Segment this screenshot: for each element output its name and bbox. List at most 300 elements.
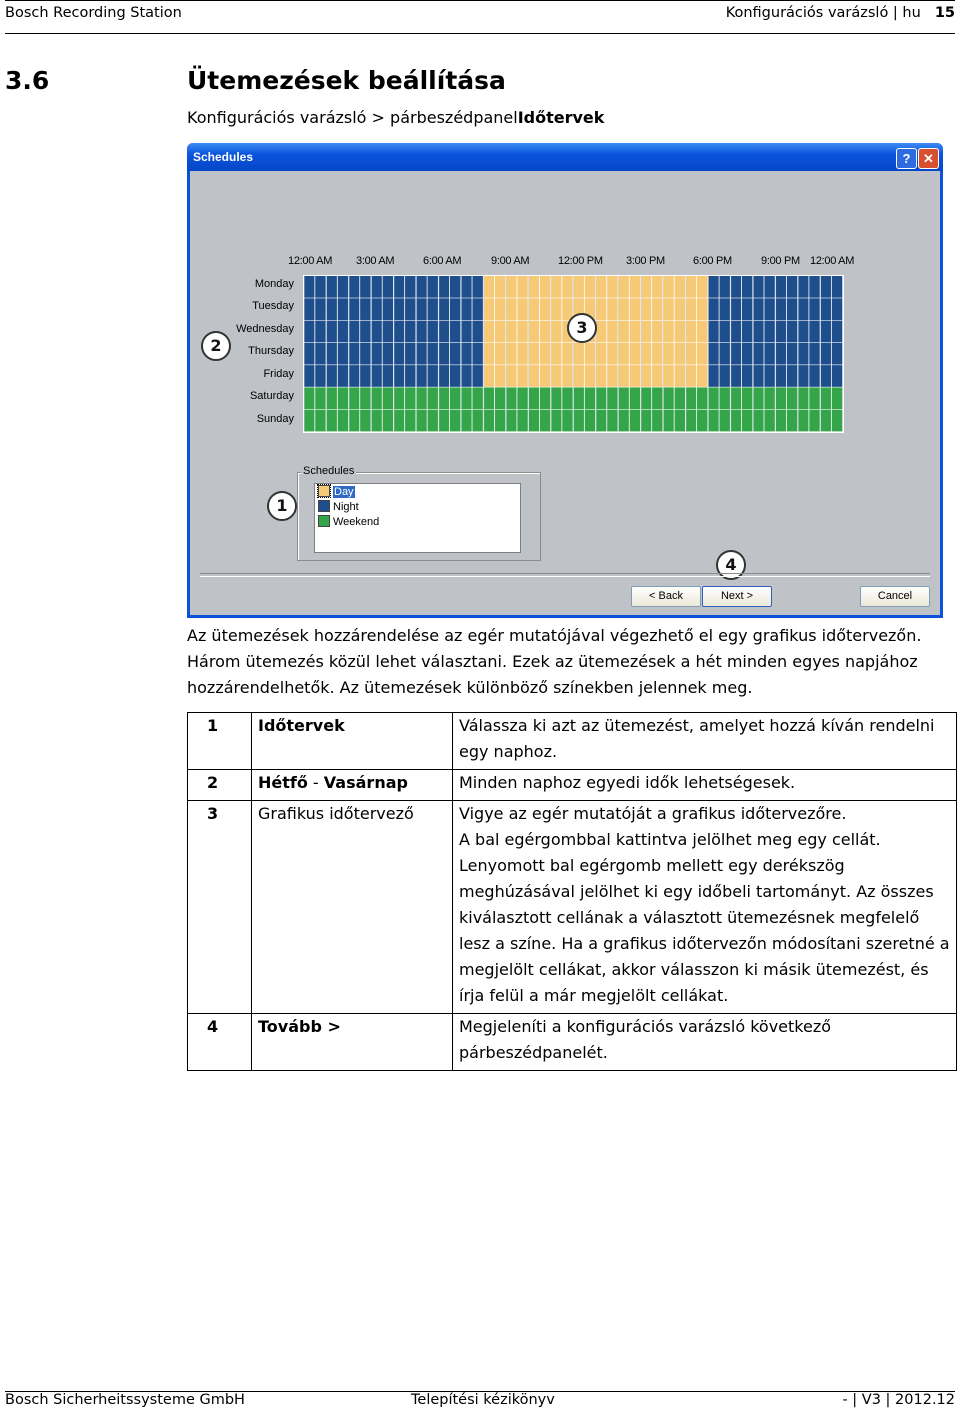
grid-cell[interactable] bbox=[809, 276, 819, 298]
grid-cell[interactable] bbox=[405, 343, 415, 365]
grid-cell[interactable] bbox=[675, 387, 685, 409]
grid-cell[interactable] bbox=[630, 276, 640, 298]
grid-cell[interactable] bbox=[686, 321, 696, 343]
grid-cell[interactable] bbox=[472, 276, 482, 298]
grid-cell[interactable] bbox=[551, 321, 561, 343]
grid-cell[interactable] bbox=[731, 410, 741, 432]
grid-cell[interactable] bbox=[383, 365, 393, 387]
grid-cell[interactable] bbox=[428, 276, 438, 298]
grid-cell[interactable] bbox=[416, 298, 426, 320]
grid-cell[interactable] bbox=[832, 365, 842, 387]
grid-cell[interactable] bbox=[394, 298, 404, 320]
grid-cell[interactable] bbox=[551, 276, 561, 298]
grid-cell[interactable] bbox=[371, 365, 381, 387]
grid-cell[interactable] bbox=[416, 410, 426, 432]
grid-cell[interactable] bbox=[450, 321, 460, 343]
grid-cell[interactable] bbox=[360, 387, 370, 409]
grid-cell[interactable] bbox=[472, 365, 482, 387]
grid-cell[interactable] bbox=[708, 298, 718, 320]
grid-cell[interactable] bbox=[472, 298, 482, 320]
grid-cell[interactable] bbox=[641, 343, 651, 365]
grid-cell[interactable] bbox=[809, 343, 819, 365]
grid-cell[interactable] bbox=[798, 387, 808, 409]
grid-cell[interactable] bbox=[529, 387, 539, 409]
grid-cell[interactable] bbox=[517, 321, 527, 343]
grid-cell[interactable] bbox=[798, 410, 808, 432]
grid-cell[interactable] bbox=[809, 365, 819, 387]
grid-cell[interactable] bbox=[675, 410, 685, 432]
grid-cell[interactable] bbox=[394, 387, 404, 409]
grid-cell[interactable] bbox=[596, 298, 606, 320]
grid-cell[interactable] bbox=[383, 410, 393, 432]
grid-cell[interactable] bbox=[618, 276, 628, 298]
grid-cell[interactable] bbox=[809, 410, 819, 432]
grid-cell[interactable] bbox=[776, 365, 786, 387]
grid-cell[interactable] bbox=[776, 410, 786, 432]
grid-cell[interactable] bbox=[607, 387, 617, 409]
grid-cell[interactable] bbox=[776, 321, 786, 343]
grid-cell[interactable] bbox=[484, 298, 494, 320]
schedule-grid-cells[interactable] bbox=[304, 276, 843, 432]
grid-cell[interactable] bbox=[506, 387, 516, 409]
grid-cell[interactable] bbox=[697, 410, 707, 432]
grid-cell[interactable] bbox=[495, 343, 505, 365]
grid-cell[interactable] bbox=[686, 343, 696, 365]
help-icon[interactable]: ? bbox=[896, 148, 917, 169]
grid-cell[interactable] bbox=[529, 365, 539, 387]
grid-cell[interactable] bbox=[708, 365, 718, 387]
grid-cell[interactable] bbox=[742, 343, 752, 365]
grid-cell[interactable] bbox=[439, 387, 449, 409]
grid-cell[interactable] bbox=[675, 321, 685, 343]
grid-cell[interactable] bbox=[798, 365, 808, 387]
grid-cell[interactable] bbox=[506, 276, 516, 298]
grid-cell[interactable] bbox=[753, 365, 763, 387]
grid-cell[interactable] bbox=[416, 365, 426, 387]
grid-cell[interactable] bbox=[663, 276, 673, 298]
grid-cell[interactable] bbox=[338, 298, 348, 320]
grid-cell[interactable] bbox=[596, 365, 606, 387]
grid-cell[interactable] bbox=[641, 387, 651, 409]
grid-cell[interactable] bbox=[416, 343, 426, 365]
grid-cell[interactable] bbox=[832, 276, 842, 298]
grid-cell[interactable] bbox=[764, 387, 774, 409]
grid-cell[interactable] bbox=[304, 343, 314, 365]
grid-cell[interactable] bbox=[551, 298, 561, 320]
grid-cell[interactable] bbox=[607, 365, 617, 387]
grid-cell[interactable] bbox=[439, 410, 449, 432]
grid-cell[interactable] bbox=[618, 387, 628, 409]
schedule-item-weekend[interactable] bbox=[318, 515, 379, 529]
grid-cell[interactable] bbox=[304, 387, 314, 409]
grid-cell[interactable] bbox=[428, 365, 438, 387]
grid-cell[interactable] bbox=[731, 276, 741, 298]
grid-cell[interactable] bbox=[787, 365, 797, 387]
grid-cell[interactable] bbox=[326, 321, 336, 343]
grid-cell[interactable] bbox=[708, 343, 718, 365]
grid-cell[interactable] bbox=[776, 343, 786, 365]
grid-cell[interactable] bbox=[383, 276, 393, 298]
grid-cell[interactable] bbox=[450, 343, 460, 365]
grid-cell[interactable] bbox=[371, 387, 381, 409]
grid-cell[interactable] bbox=[652, 298, 662, 320]
grid-cell[interactable] bbox=[371, 410, 381, 432]
grid-cell[interactable] bbox=[618, 321, 628, 343]
grid-cell[interactable] bbox=[697, 321, 707, 343]
grid-cell[interactable] bbox=[349, 343, 359, 365]
grid-cell[interactable] bbox=[315, 365, 325, 387]
schedule-grid[interactable] bbox=[303, 275, 844, 433]
grid-cell[interactable] bbox=[562, 276, 572, 298]
schedules-list[interactable] bbox=[314, 483, 521, 553]
grid-cell[interactable] bbox=[472, 387, 482, 409]
grid-cell[interactable] bbox=[753, 298, 763, 320]
grid-cell[interactable] bbox=[832, 410, 842, 432]
grid-cell[interactable] bbox=[529, 321, 539, 343]
grid-cell[interactable] bbox=[652, 321, 662, 343]
grid-cell[interactable] bbox=[416, 276, 426, 298]
grid-cell[interactable] bbox=[439, 343, 449, 365]
grid-cell[interactable] bbox=[821, 276, 831, 298]
grid-cell[interactable] bbox=[529, 298, 539, 320]
grid-cell[interactable] bbox=[630, 321, 640, 343]
grid-cell[interactable] bbox=[585, 410, 595, 432]
grid-cell[interactable] bbox=[641, 321, 651, 343]
grid-cell[interactable] bbox=[529, 343, 539, 365]
grid-cell[interactable] bbox=[450, 298, 460, 320]
grid-cell[interactable] bbox=[607, 343, 617, 365]
schedule-item-night[interactable] bbox=[318, 500, 359, 514]
grid-cell[interactable] bbox=[349, 276, 359, 298]
grid-cell[interactable] bbox=[428, 410, 438, 432]
grid-cell[interactable] bbox=[304, 276, 314, 298]
grid-cell[interactable] bbox=[349, 321, 359, 343]
grid-cell[interactable] bbox=[798, 343, 808, 365]
grid-cell[interactable] bbox=[450, 387, 460, 409]
grid-cell[interactable] bbox=[540, 365, 550, 387]
grid-cell[interactable] bbox=[506, 343, 516, 365]
grid-cell[interactable] bbox=[326, 343, 336, 365]
grid-cell[interactable] bbox=[719, 276, 729, 298]
grid-cell[interactable] bbox=[675, 365, 685, 387]
grid-cell[interactable] bbox=[809, 298, 819, 320]
grid-cell[interactable] bbox=[686, 276, 696, 298]
grid-cell[interactable] bbox=[461, 298, 471, 320]
grid-cell[interactable] bbox=[383, 387, 393, 409]
grid-cell[interactable] bbox=[484, 343, 494, 365]
grid-cell[interactable] bbox=[472, 343, 482, 365]
grid-cell[interactable] bbox=[495, 321, 505, 343]
grid-cell[interactable] bbox=[540, 276, 550, 298]
grid-cell[interactable] bbox=[798, 298, 808, 320]
grid-cell[interactable] bbox=[338, 387, 348, 409]
grid-cell[interactable] bbox=[439, 321, 449, 343]
grid-cell[interactable] bbox=[394, 276, 404, 298]
grid-cell[interactable] bbox=[618, 365, 628, 387]
grid-cell[interactable] bbox=[405, 276, 415, 298]
grid-cell[interactable] bbox=[360, 365, 370, 387]
grid-cell[interactable] bbox=[461, 387, 471, 409]
grid-cell[interactable] bbox=[472, 321, 482, 343]
grid-cell[interactable] bbox=[360, 298, 370, 320]
grid-cell[interactable] bbox=[742, 298, 752, 320]
grid-cell[interactable] bbox=[652, 410, 662, 432]
grid-cell[interactable] bbox=[764, 365, 774, 387]
grid-cell[interactable] bbox=[675, 298, 685, 320]
grid-cell[interactable] bbox=[450, 276, 460, 298]
grid-cell[interactable] bbox=[338, 365, 348, 387]
grid-cell[interactable] bbox=[574, 365, 584, 387]
grid-cell[interactable] bbox=[439, 276, 449, 298]
grid-cell[interactable] bbox=[326, 365, 336, 387]
grid-cell[interactable] bbox=[787, 387, 797, 409]
grid-cell[interactable] bbox=[349, 387, 359, 409]
grid-cell[interactable] bbox=[787, 410, 797, 432]
grid-cell[interactable] bbox=[405, 410, 415, 432]
grid-cell[interactable] bbox=[832, 343, 842, 365]
grid-cell[interactable] bbox=[607, 276, 617, 298]
grid-cell[interactable] bbox=[360, 276, 370, 298]
grid-cell[interactable] bbox=[652, 365, 662, 387]
grid-cell[interactable] bbox=[506, 365, 516, 387]
grid-cell[interactable] bbox=[630, 365, 640, 387]
grid-cell[interactable] bbox=[742, 387, 752, 409]
grid-cell[interactable] bbox=[428, 387, 438, 409]
grid-cell[interactable] bbox=[731, 298, 741, 320]
grid-cell[interactable] bbox=[461, 365, 471, 387]
grid-cell[interactable] bbox=[787, 343, 797, 365]
grid-cell[interactable] bbox=[652, 276, 662, 298]
grid-cell[interactable] bbox=[484, 321, 494, 343]
grid-cell[interactable] bbox=[821, 387, 831, 409]
grid-cell[interactable] bbox=[776, 276, 786, 298]
grid-cell[interactable] bbox=[832, 387, 842, 409]
grid-cell[interactable] bbox=[731, 321, 741, 343]
grid-cell[interactable] bbox=[562, 410, 572, 432]
grid-cell[interactable] bbox=[697, 298, 707, 320]
grid-cell[interactable] bbox=[304, 365, 314, 387]
grid-cell[interactable] bbox=[719, 343, 729, 365]
grid-cell[interactable] bbox=[383, 343, 393, 365]
grid-cell[interactable] bbox=[630, 387, 640, 409]
grid-cell[interactable] bbox=[607, 321, 617, 343]
grid-cell[interactable] bbox=[641, 276, 651, 298]
next-button[interactable]: Next > bbox=[702, 586, 772, 607]
grid-cell[interactable] bbox=[416, 321, 426, 343]
grid-cell[interactable] bbox=[315, 321, 325, 343]
grid-cell[interactable] bbox=[338, 321, 348, 343]
grid-cell[interactable] bbox=[686, 298, 696, 320]
grid-cell[interactable] bbox=[517, 387, 527, 409]
grid-cell[interactable] bbox=[360, 321, 370, 343]
grid-cell[interactable] bbox=[371, 343, 381, 365]
grid-cell[interactable] bbox=[517, 298, 527, 320]
grid-cell[interactable] bbox=[697, 365, 707, 387]
grid-cell[interactable] bbox=[304, 321, 314, 343]
grid-cell[interactable] bbox=[326, 410, 336, 432]
grid-cell[interactable] bbox=[540, 410, 550, 432]
grid-cell[interactable] bbox=[630, 298, 640, 320]
grid-cell[interactable] bbox=[686, 365, 696, 387]
grid-cell[interactable] bbox=[338, 276, 348, 298]
grid-cell[interactable] bbox=[652, 343, 662, 365]
grid-cell[interactable] bbox=[663, 321, 673, 343]
grid-cell[interactable] bbox=[405, 298, 415, 320]
grid-cell[interactable] bbox=[675, 276, 685, 298]
grid-cell[interactable] bbox=[719, 298, 729, 320]
grid-cell[interactable] bbox=[540, 343, 550, 365]
grid-cell[interactable] bbox=[450, 410, 460, 432]
grid-cell[interactable] bbox=[349, 410, 359, 432]
grid-cell[interactable] bbox=[360, 343, 370, 365]
grid-cell[interactable] bbox=[776, 298, 786, 320]
grid-cell[interactable] bbox=[517, 410, 527, 432]
grid-cell[interactable] bbox=[731, 387, 741, 409]
grid-cell[interactable] bbox=[338, 343, 348, 365]
grid-cell[interactable] bbox=[371, 276, 381, 298]
back-button[interactable]: < Back bbox=[631, 586, 701, 607]
grid-cell[interactable] bbox=[821, 298, 831, 320]
grid-cell[interactable] bbox=[821, 410, 831, 432]
grid-cell[interactable] bbox=[585, 387, 595, 409]
grid-cell[interactable] bbox=[596, 276, 606, 298]
grid-cell[interactable] bbox=[394, 321, 404, 343]
grid-cell[interactable] bbox=[484, 387, 494, 409]
grid-cell[interactable] bbox=[641, 410, 651, 432]
grid-cell[interactable] bbox=[821, 343, 831, 365]
grid-cell[interactable] bbox=[753, 387, 763, 409]
grid-cell[interactable] bbox=[809, 321, 819, 343]
grid-cell[interactable] bbox=[484, 410, 494, 432]
grid-cell[interactable] bbox=[618, 343, 628, 365]
grid-cell[interactable] bbox=[326, 387, 336, 409]
grid-cell[interactable] bbox=[383, 298, 393, 320]
grid-cell[interactable] bbox=[416, 387, 426, 409]
grid-cell[interactable] bbox=[484, 365, 494, 387]
grid-cell[interactable] bbox=[618, 298, 628, 320]
grid-cell[interactable] bbox=[349, 365, 359, 387]
grid-cell[interactable] bbox=[517, 343, 527, 365]
grid-cell[interactable] bbox=[540, 298, 550, 320]
grid-cell[interactable] bbox=[585, 365, 595, 387]
grid-cell[interactable] bbox=[551, 365, 561, 387]
grid-cell[interactable] bbox=[394, 365, 404, 387]
grid-cell[interactable] bbox=[686, 410, 696, 432]
grid-cell[interactable] bbox=[764, 276, 774, 298]
grid-cell[interactable] bbox=[798, 276, 808, 298]
grid-cell[interactable] bbox=[439, 298, 449, 320]
grid-cell[interactable] bbox=[607, 410, 617, 432]
grid-cell[interactable] bbox=[394, 343, 404, 365]
grid-cell[interactable] bbox=[708, 321, 718, 343]
grid-cell[interactable] bbox=[540, 387, 550, 409]
grid-cell[interactable] bbox=[495, 410, 505, 432]
grid-cell[interactable] bbox=[630, 343, 640, 365]
grid-cell[interactable] bbox=[832, 298, 842, 320]
grid-cell[interactable] bbox=[787, 276, 797, 298]
grid-cell[interactable] bbox=[742, 321, 752, 343]
grid-cell[interactable] bbox=[495, 387, 505, 409]
grid-cell[interactable] bbox=[764, 298, 774, 320]
grid-cell[interactable] bbox=[495, 298, 505, 320]
grid-cell[interactable] bbox=[731, 343, 741, 365]
grid-cell[interactable] bbox=[719, 321, 729, 343]
grid-cell[interactable] bbox=[439, 365, 449, 387]
grid-cell[interactable] bbox=[349, 298, 359, 320]
grid-cell[interactable] bbox=[428, 343, 438, 365]
grid-cell[interactable] bbox=[686, 387, 696, 409]
grid-cell[interactable] bbox=[719, 410, 729, 432]
grid-cell[interactable] bbox=[708, 387, 718, 409]
grid-cell[interactable] bbox=[641, 365, 651, 387]
grid-cell[interactable] bbox=[574, 276, 584, 298]
grid-cell[interactable] bbox=[315, 343, 325, 365]
grid-cell[interactable] bbox=[719, 387, 729, 409]
grid-cell[interactable] bbox=[495, 276, 505, 298]
grid-cell[interactable] bbox=[304, 410, 314, 432]
grid-cell[interactable] bbox=[731, 365, 741, 387]
grid-cell[interactable] bbox=[753, 276, 763, 298]
grid-cell[interactable] bbox=[540, 321, 550, 343]
grid-cell[interactable] bbox=[551, 387, 561, 409]
grid-cell[interactable] bbox=[742, 276, 752, 298]
grid-cell[interactable] bbox=[562, 343, 572, 365]
grid-cell[interactable] bbox=[394, 410, 404, 432]
grid-cell[interactable] bbox=[562, 365, 572, 387]
grid-cell[interactable] bbox=[304, 298, 314, 320]
grid-cell[interactable] bbox=[675, 343, 685, 365]
grid-cell[interactable] bbox=[326, 276, 336, 298]
grid-cell[interactable] bbox=[428, 321, 438, 343]
grid-cell[interactable] bbox=[596, 343, 606, 365]
grid-cell[interactable] bbox=[371, 298, 381, 320]
grid-cell[interactable] bbox=[450, 365, 460, 387]
grid-cell[interactable] bbox=[338, 410, 348, 432]
grid-cell[interactable] bbox=[428, 298, 438, 320]
grid-cell[interactable] bbox=[764, 321, 774, 343]
grid-cell[interactable] bbox=[484, 276, 494, 298]
grid-cell[interactable] bbox=[585, 343, 595, 365]
grid-cell[interactable] bbox=[821, 365, 831, 387]
grid-cell[interactable] bbox=[506, 410, 516, 432]
grid-cell[interactable] bbox=[663, 298, 673, 320]
grid-cell[interactable] bbox=[574, 410, 584, 432]
grid-cell[interactable] bbox=[742, 365, 752, 387]
grid-cell[interactable] bbox=[529, 410, 539, 432]
grid-cell[interactable] bbox=[461, 410, 471, 432]
grid-cell[interactable] bbox=[383, 321, 393, 343]
cancel-button[interactable]: Cancel bbox=[860, 586, 930, 607]
grid-cell[interactable] bbox=[697, 343, 707, 365]
grid-cell[interactable] bbox=[697, 387, 707, 409]
grid-cell[interactable] bbox=[495, 365, 505, 387]
schedule-item-day[interactable] bbox=[318, 485, 355, 499]
grid-cell[interactable] bbox=[517, 365, 527, 387]
grid-cell[interactable] bbox=[585, 276, 595, 298]
grid-cell[interactable] bbox=[472, 410, 482, 432]
grid-cell[interactable] bbox=[764, 343, 774, 365]
close-icon[interactable]: ✕ bbox=[918, 148, 939, 169]
grid-cell[interactable] bbox=[596, 321, 606, 343]
grid-cell[interactable] bbox=[596, 387, 606, 409]
grid-cell[interactable] bbox=[461, 276, 471, 298]
grid-cell[interactable] bbox=[742, 410, 752, 432]
grid-cell[interactable] bbox=[574, 387, 584, 409]
grid-cell[interactable] bbox=[663, 343, 673, 365]
grid-cell[interactable] bbox=[506, 321, 516, 343]
grid-cell[interactable] bbox=[360, 410, 370, 432]
grid-cell[interactable] bbox=[574, 343, 584, 365]
